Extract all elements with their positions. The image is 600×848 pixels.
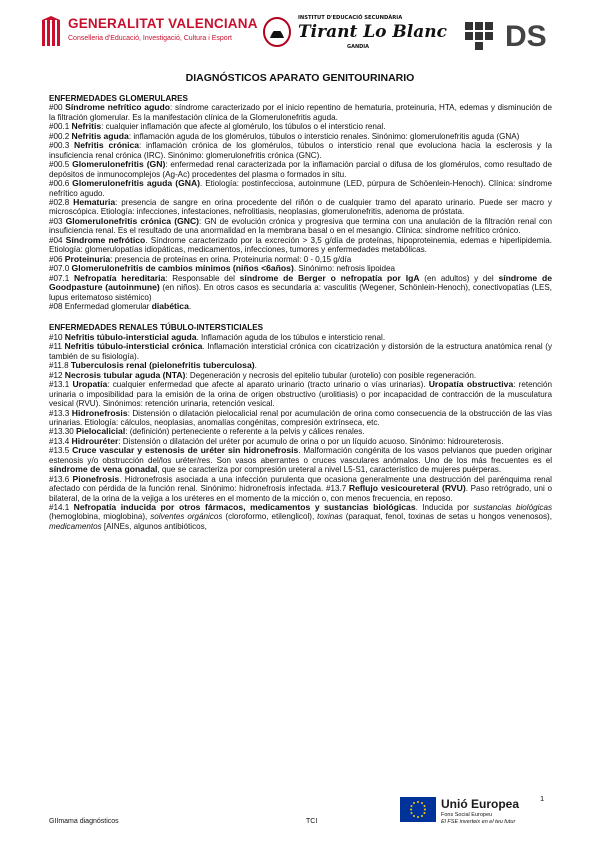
diagnosis-code: #10	[49, 332, 65, 342]
diagnosis-term: síndrome de Goodpasture (autoinmune)	[49, 272, 552, 293]
diagnosis-entry	[49, 380, 552, 408]
section-heading: ENFERMEDADES RENALES TÚBULO-INTERSTICIALES	[49, 323, 264, 333]
diagnosis-code: #11.8	[49, 361, 71, 371]
diagnosis-code: #04	[49, 235, 66, 245]
entry-text: sustancias biológicas	[473, 503, 552, 513]
entry-text: .	[188, 301, 192, 311]
diagnosis-code: #07.1	[49, 273, 74, 283]
entry-text: : síndrome caracterizado por el inicio repentino de hematuria, proteinuria, HTA, edemas y disminución de la filtración glomerular. Es la manifestación clínica de la Glomerulonefritis aguda.	[49, 103, 552, 122]
entry-text: . Síndrome caracterizado por la excreción > 3,5 g/día de proteínas, hipoproteinemia, edemas e hiperlipidemia. Etiología: glomerulopatías idiopáticas, medicamentos, infecciones, tumores y enfermedades metabólicas.	[49, 235, 552, 255]
entry-text: . Paso retrógrado, uni o bilateral, de la orina de la vejiga a los uréteres en el momento de la micción o, con menos frecuencia, en reposo.	[49, 484, 553, 503]
eu-subtitle: Fons Social Europeu	[441, 812, 493, 818]
diagnosis-code: #12	[49, 370, 65, 380]
diagnosis-term: Reflujo vesicoureteral (RVU)	[348, 483, 466, 494]
diagnosis-entry	[49, 103, 552, 122]
entry-text: medicamentos	[49, 521, 102, 531]
diagnosis-term: Uropatía obstructiva	[428, 379, 514, 390]
diagnosis-code: #13.4	[49, 436, 72, 446]
ds-logo-icon	[465, 16, 560, 52]
tlb-name: Tirant Lo Blanc	[298, 22, 447, 42]
diagnosis-code: #00.1	[49, 122, 72, 132]
diagnosis-term: síndrome de vena gonadal	[49, 464, 158, 475]
entry-text: : inflamación crónica de los glomérulos, túbulos o intersticio renal que evoluciona hacia la esclerosis y la insuficiencia renal crónica (IRC). Sinónimo: glomerulonefritis crónica (GNC).	[49, 141, 552, 160]
diagnosis-entry	[49, 274, 552, 302]
diagnosis-entry	[49, 217, 552, 236]
diagnosis-entry	[49, 446, 552, 474]
diagnosis-term: Nefropatía hereditaria	[73, 272, 166, 283]
entry-text: : cualquier inflamación que afecte al glomérulo, los túbulos o el intersticio renal.	[101, 122, 386, 132]
eu-flag-icon	[400, 797, 436, 822]
entry-text: . Inducida por	[415, 503, 474, 513]
diagnosis-term: Glomerulonefritis (GN)	[72, 159, 166, 170]
gva-subtitle: Conselleria d'Educació, Investigació, Cultura i Esport	[68, 35, 232, 42]
diagnosis-term: Hematuria	[73, 196, 116, 207]
page-number: 1	[540, 794, 545, 803]
diagnosis-entry	[49, 302, 552, 311]
diagnosis-entry	[49, 141, 552, 160]
entry-text: : Degeneración y necrosis del epitelio tubular (urotelio) con posible regeneración.	[185, 370, 477, 380]
diagnosis-term: Nefritis aguda	[71, 130, 129, 141]
section-heading: ENFERMEDADES GLOMERULARES	[49, 94, 188, 103]
eu-title: Unió Europea	[441, 797, 520, 811]
entry-text: .	[254, 361, 257, 371]
footer-mid: TCI	[306, 818, 318, 825]
document-body	[49, 94, 552, 531]
knight-helmet-icon	[262, 16, 292, 48]
entry-text: : (definición) perteneciente o referente a la pelvis y cálices renales.	[125, 427, 365, 437]
entry-text: . Hidronefrosis asociada a una infección purulenta que ocasiona generalmente una destrucción del parénquima renal afectado con pérdida de la función renal. Sinónimo: hidronefrosis infectada. #13.7	[49, 474, 552, 494]
diagnosis-entry	[49, 475, 552, 503]
diagnosis-code: #07.0	[49, 264, 72, 274]
footer-left: GIImama diagnósticos	[49, 818, 119, 825]
diagnosis-code: #14.1	[49, 503, 74, 513]
diagnosis-term: síndrome de Berger o nefropatía por IgA	[239, 272, 420, 283]
diagnosis-term: Necrosis tubular aguda (NTA)	[64, 369, 186, 380]
gva-logo	[40, 14, 258, 50]
diagnosis-term: Hidronefrosis	[71, 407, 128, 418]
tirant-lo-blanc-logo	[262, 14, 452, 54]
ds-logo	[465, 16, 560, 52]
entry-text: . Etiología: postinfecciosa, autoinmune (LED, púrpura de Schöenlein-Henoch). Clínica: síndrome nefrítico agudo.	[49, 179, 552, 198]
entry-text: toxinas	[317, 512, 343, 522]
entry-text: : retención urinaria o imposibilidad para la emisión de la orina de origen obstructivo (urolitiasis) o por incapacidad de contracción de la musculatura vesical (RVU). Sinónimos: retención urinaria, retención vesical.	[49, 380, 552, 409]
entry-text: : Distensión o dilatación del uréter por acumulo de orina o por un líquido acuoso. Sinónimo: hidroureterosis.	[118, 436, 504, 446]
diagnosis-code: #03	[49, 216, 66, 226]
diagnosis-term: Pionefrosis	[72, 473, 120, 484]
diagnosis-term: Tuberculosis renal (pielonefritis tuberculosa)	[70, 360, 255, 371]
entry-text: , que se caracteriza por compresión ureteral a nivel L5-S1, característico de mujeres puérperas.	[157, 465, 502, 475]
diagnosis-code: #00.3	[49, 141, 74, 151]
entry-text: : enfermedad renal caracterizada por la inflamación parcial o difusa de los glomérulos, como resultado de depósitos de inmunocomplejos (Ag-Ac) procedentes del plasma o formados in situ.	[49, 160, 552, 179]
diagnosis-entry	[49, 427, 552, 436]
diagnosis-entry	[49, 198, 552, 217]
entry-text: . Inflamación intersticial crónica con cicatrización y distorsión de la estructura anatómica renal (y también de su fisiología).	[49, 342, 553, 361]
diagnosis-code: #13.3	[49, 408, 72, 418]
entry-text: : Distensión o dilatación pielocalicial renal por acumulación de orina como consecuencia de la obstrucción de las vías urinarias. Etiología: cálculos, neoplasias, anomalías congénitas, compresión extrínseca, etc.	[49, 408, 552, 427]
entry-text: (paraquat, fenol, toxinas de setas u hongos venenosos),	[342, 512, 552, 522]
diagnosis-term: Síndrome nefrótico	[65, 234, 146, 245]
diagnosis-term: Cruce vascular y estenosis de uréter sin hidronefrosis	[72, 445, 299, 456]
entry-text: Enfermedad glomerular	[64, 301, 152, 311]
diagnosis-code: #11	[49, 342, 65, 352]
diagnosis-entry	[49, 179, 552, 198]
diagnosis-term: Glomerulonefritis de cambios mínimos (niños <6años)	[71, 263, 294, 274]
diagnosis-term: Nefropatía inducida por otros fármacos, medicamentos y sustancias biológicas	[73, 502, 416, 513]
entry-text: [AINEs, algunos antibióticos,	[101, 521, 207, 531]
diagnosis-code: #00	[49, 103, 66, 113]
diagnosis-term: Nefritis	[71, 121, 102, 132]
diagnosis-term: Uropatía	[72, 379, 108, 390]
diagnosis-code: #13.5	[49, 446, 73, 456]
diagnosis-term: Síndrome nefrítico agudo	[65, 102, 171, 113]
tlb-institute: INSTITUT D'EDUCACIÓ SECUNDÀRIA	[298, 15, 403, 21]
diagnosis-entry	[49, 236, 552, 255]
entry-text: : presencia de proteínas en orina. Proteinuria normal: 0 - 0,15 g/día	[110, 254, 352, 264]
entry-text: solventes orgánicos	[150, 512, 223, 522]
entry-text: (cloroformo, etilenglicol),	[222, 512, 318, 522]
entry-text: : presencia de sangre en orina procedente del riñón o de cualquier tramo del aparato urinario. Puede ser macro y microscópica. Etiología: infecciones, infestaciones, nefrolitiasis, neoplasias, glomerulonefritis, adenoma de próstata.	[49, 197, 552, 217]
diagnosis-code: #13.30	[49, 427, 77, 437]
diagnosis-code: #13.1	[49, 380, 73, 390]
diagnosis-term: Nefritis túbulo-intersticial crónica	[64, 341, 203, 352]
page-title: DIAGNÓSTICOS APARATO GENITOURINARIO	[185, 72, 415, 84]
diagnosis-code: #00.2	[49, 131, 72, 141]
diagnosis-term: Glomerulonefritis aguda (GNA)	[72, 178, 201, 189]
entry-text: (en adultos) y del	[419, 273, 499, 283]
ds-logo-text: DS	[505, 20, 547, 52]
entry-text: . Sinónimo: nefrosis lipoidea	[293, 264, 396, 274]
diagnosis-code: #08	[49, 301, 65, 311]
diagnosis-term: Nefritis túbulo-intersticial aguda	[64, 331, 197, 342]
diagnosis-entry	[49, 409, 552, 428]
diagnosis-code: #00.5	[49, 160, 73, 170]
diagnosis-term: Proteinuria	[64, 253, 111, 264]
diagnosis-term: Nefritis crónica	[73, 140, 140, 151]
entry-text: . Malformación congénita de los vasos pelvianos que pueden originar estenosis y/o obstrucción del/los uréter/res. Son vasos aberrantes o cruces vasculares anómalos. Uno de los más frecuentes es el	[49, 446, 552, 465]
diagnosis-entry	[49, 342, 552, 361]
diagnosis-code: #13.6	[49, 474, 73, 484]
entry-text: (en niños). En otros casos es secundaria a: vasculitis (Wegener, Schönlein-Henoch), conectivopatías (LES, lupus eritematoso sistémico)	[49, 283, 552, 302]
eu-slogan: El FSE inverteix en el teu futur	[441, 819, 516, 825]
entry-text: : GN de evolución crónica y progresiva que termina con una anulación de la filtración renal con insuficiencia renal. Es el resultado de una anormalidad en la membrana basal o en el mesangio. Clínica: síndrome nefrítico crónico.	[49, 216, 552, 236]
diagnosis-term: diabética	[151, 300, 189, 311]
diagnosis-entry	[49, 160, 552, 179]
entry-text: . Inflamación aguda de los túbulos e intersticio renal.	[196, 332, 386, 342]
tlb-city: GANDIA	[347, 44, 370, 50]
diagnosis-code: #06	[49, 254, 65, 264]
entry-text: : Responsable del	[165, 273, 240, 283]
entry-text: : cualquier enfermedad que afecte al aparato urinario (tracto urinario o vías urinarias).	[107, 380, 429, 390]
page-header	[40, 14, 560, 54]
diagnosis-entry	[49, 503, 552, 531]
diagnosis-code: #02.8	[49, 197, 74, 207]
diagnosis-term: Hidrouréter	[71, 435, 119, 446]
gva-emblem-icon	[40, 16, 62, 48]
entry-text: (hemoglobina, mioglobina),	[49, 512, 151, 522]
entry-text: : inflamación aguda de los glomérulos, túbulos o intersticio renales. Sinónimo: glomerulonefritis aguda (GNA)	[128, 131, 520, 141]
diagnosis-term: Glomerulonefritis crónica (GNC)	[65, 215, 200, 226]
diagnosis-code: #00.6	[49, 179, 73, 189]
gva-title: GENERALITAT VALENCIANA	[68, 16, 258, 31]
diagnosis-term: Pielocalicial	[76, 426, 126, 437]
